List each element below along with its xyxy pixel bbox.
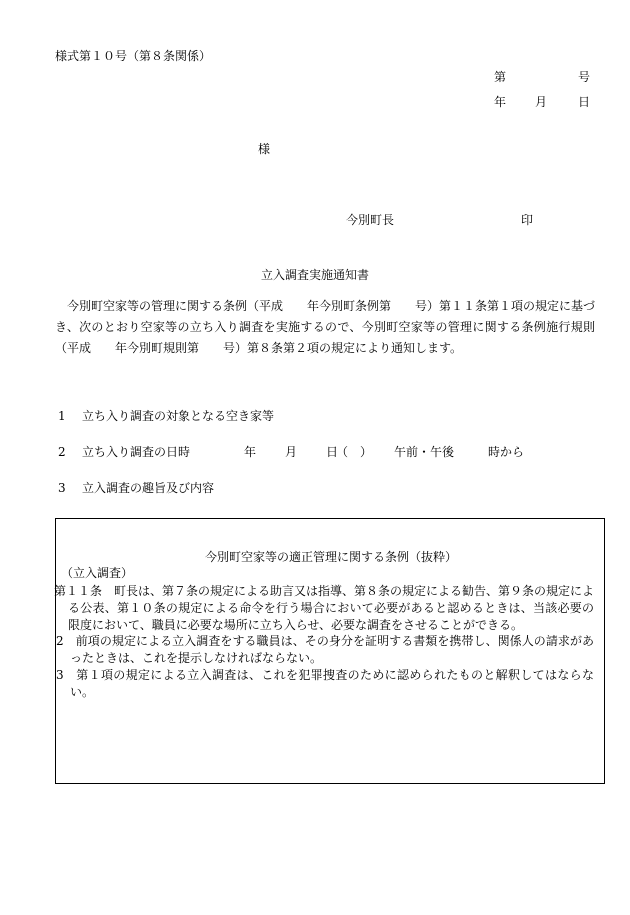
excerpt-heading: （立入調査）	[61, 566, 134, 580]
item-number: 1	[58, 409, 66, 423]
item-number: 2	[58, 445, 66, 459]
excerpt-article-11: 第１１条 町長は、第７条の規定による助言又は指導、第８条の規定による勧告、第９条の規定による公表、第１０条の規定による命令を行う場合において必要があると認めるときは、当該必要の限度において、職員に必要な場所に立ち入らせ、必要な調査をさせることができる。	[54, 584, 595, 632]
seal-mark: 印	[521, 213, 534, 227]
datetime-weekday: （ ）	[336, 445, 373, 459]
item-inspection-datetime	[58, 446, 538, 460]
item-label: 立ち入り調査の日時	[82, 445, 191, 459]
form-number: 様式第１０号（第８条関係）	[55, 49, 212, 63]
number-prefix: 第	[494, 70, 507, 84]
item-label: 立入調査の趣旨及び内容	[82, 481, 215, 495]
datetime-day: 日	[326, 445, 339, 459]
body-paragraph: 今別町空家等の管理に関する条例（平成 年今別町条例第 号）第１１条第１項の規定に基づき、次のとおり空家等の立ち入り調査を実施するので、今別町空家等の管理に関する条例施行規則（平成 年今別町規則第 号）第８条第２項の規定により通知します。	[55, 299, 596, 355]
datetime-time-suffix: 時から	[488, 445, 525, 459]
date-month: 月	[535, 95, 548, 109]
document-title: 立入調査実施通知書	[260, 268, 369, 282]
datetime-month: 月	[285, 445, 298, 459]
ordinance-excerpt-box	[55, 518, 605, 784]
date-day: 日	[578, 95, 591, 109]
recipient-suffix: 様	[258, 142, 271, 156]
excerpt-paragraph-3: 3 第１項の規定による立入調査は、これを犯罪捜査のために認められたものと解釈してはならない。	[56, 667, 594, 699]
excerpt-title: 今別町空家等の適正管理に関する条例（抜粋）	[204, 550, 457, 564]
date-year: 年	[494, 95, 507, 109]
issuer-title: 今別町長	[346, 213, 395, 227]
item-number: 3	[58, 481, 66, 495]
item-purpose	[58, 482, 214, 494]
excerpt-body	[56, 583, 594, 701]
number-suffix: 号	[578, 70, 591, 84]
datetime-ampm: 午前・午後	[394, 445, 455, 459]
item-target-property	[58, 410, 274, 422]
item-label: 立ち入り調査の対象となる空き家等	[82, 409, 275, 423]
excerpt-paragraph-2: 2 前項の規定による立入調査をする職員は、その身分を証明する書類を携帯し、関係人の請求があったときは、これを提示しなければならない。	[56, 634, 594, 666]
datetime-year: 年	[244, 445, 257, 459]
